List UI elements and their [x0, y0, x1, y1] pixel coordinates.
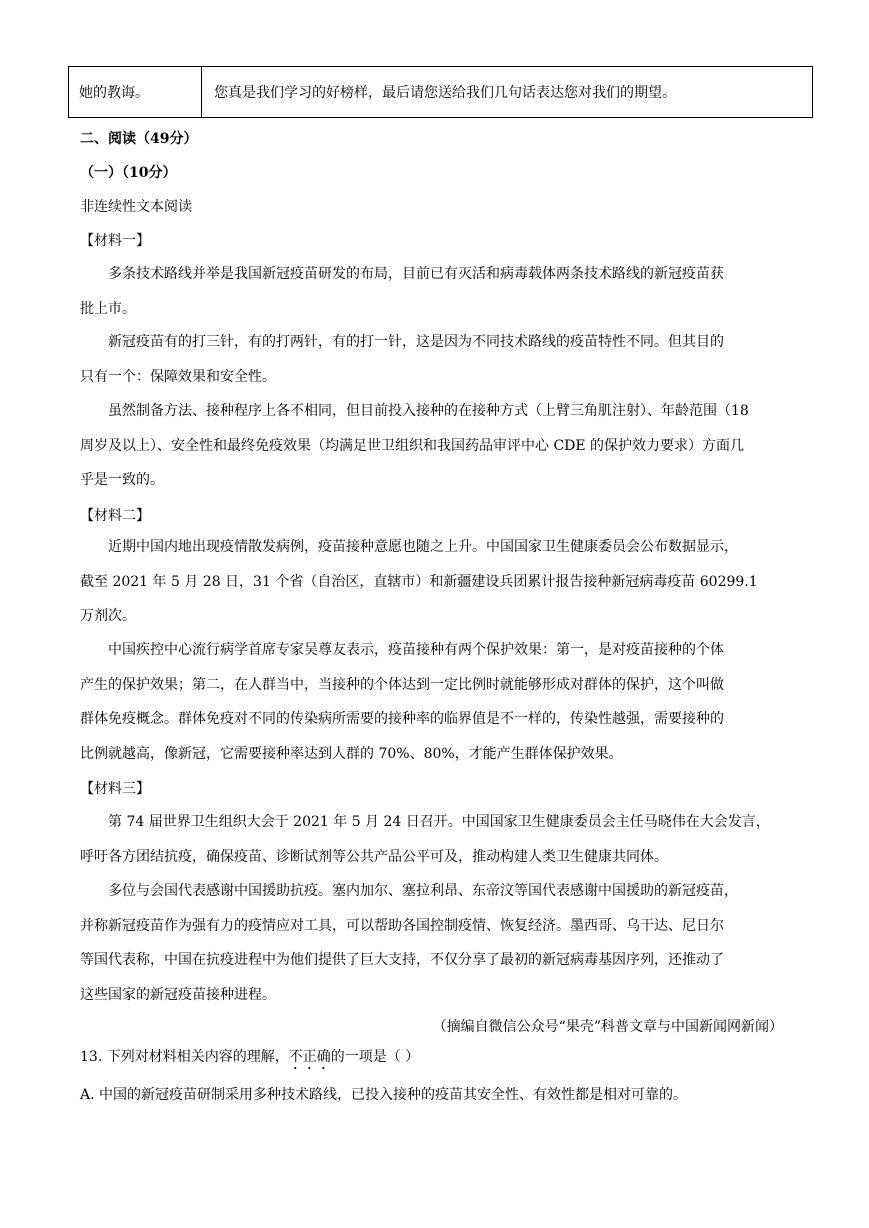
question-13: [80, 1046, 419, 1073]
text-line: 乎是一致的。: [80, 472, 164, 488]
text-line: 截至 2021 年 5 月 28 日，31 个省（自治区，直辖市）和新疆建设兵团累计报告接种新冠病毒疫苗 60299.1: [80, 573, 758, 590]
text-line: 呼吁各方团结抗疫，确保疫苗、诊断试剂等公共产品公平可及，推动构建人类卫生健康共同体。: [80, 848, 668, 865]
material1-paragraph-3: [80, 394, 786, 498]
text-line: 只有一个：保障效果和安全性。: [80, 368, 276, 385]
reading-type: 非连续性文本阅读: [80, 199, 192, 215]
text-line: 批上市。: [80, 300, 136, 317]
material2-paragraph-1: [80, 530, 786, 634]
text-line: 第 74 届世界卫生组织大会于 2021 年 5 月 24 日召开。中国国家卫生健康委员会主任马晓伟在大会发言，: [108, 814, 770, 830]
table-cell-right: 您真是我们学习的好榜样，最后请您送给我们几句话表达您对我们的期望。: [214, 85, 676, 101]
text-line: 群体免疫概念。群体免疫对不同的传染病所需要的接种率的临界值是不一样的，传染性越强，需要接种的: [80, 711, 724, 727]
question-prefix: 13. 下列对材料相关内容的理解，: [80, 1049, 289, 1065]
material1-paragraph-2: [80, 325, 786, 394]
question-emphasis: 不正确: [288, 1049, 331, 1065]
material1-heading: 【材料一】: [80, 233, 150, 249]
material1-paragraph-1: [80, 257, 786, 326]
text-line: 新冠疫苗有的打三针，有的打两针，有的打一针，这是因为不同技术路线的疫苗特性不同。但其目的: [108, 334, 724, 350]
question-suffix: 的一项是（ ）: [330, 1049, 420, 1065]
text-line: 万剂次。: [80, 608, 136, 624]
text-line: 并称新冠疫苗作为强有力的疫情应对工具，可以帮助各国控制疫情、恢复经济。墨西哥、乌干达、尼日尔: [80, 917, 724, 934]
material3-paragraph-1: [80, 805, 786, 874]
answer-table: [68, 66, 813, 118]
text-line: 虽然制备方法、接种程序上各不相同，但目前投入接种的在接种方式（上臂三角肌注射）、年龄范围（18: [108, 403, 749, 419]
text-line: 产生的保护效果；第二，在人群当中，当接种的个体达到一定比例时就能够形成对群体的保护，这个叫做: [80, 676, 724, 693]
option-a[interactable]: A. 中国的新冠疫苗研制采用多种技术路线，已投入接种的疫苗其安全性、有效性都是相对可靠的。: [80, 1087, 688, 1103]
text-line: 这些国家的新冠疫苗接种进程。: [80, 986, 276, 1003]
section-title: 二、阅读（49分）: [80, 131, 198, 147]
subsection-title: （一）（10分）: [80, 165, 177, 181]
text-line: 多位与会国代表感谢中国援助抗疫。塞内加尔、塞拉利昂、东帝汶等国代表感谢中国援助的新冠疫苗，: [108, 883, 738, 899]
text-line: 中国疾控中心流行病学首席专家吴尊友表示，疫苗接种有两个保护效果：第一，是对疫苗接种的个体: [108, 642, 724, 658]
material2-heading: 【材料二】: [80, 508, 150, 524]
text-line: 近期中国内地出现疫情散发病例，疫苗接种意愿也随之上升。中国国家卫生健康委员会公布数据显示，: [108, 539, 738, 555]
material2-paragraph-2: [80, 633, 786, 771]
text-line: 等国代表称，中国在抗疫进程中为他们提供了巨大支持，不仅分享了最初的新冠病毒基因序列，还推动了: [80, 952, 724, 968]
text-line: 比例就越高，像新冠，它需要接种率达到人群的 70%、80%，才能产生群体保护效果。: [80, 745, 623, 762]
source-note: （摘编自微信公众号“果壳”科普文章与中国新闻网新闻）: [432, 1019, 783, 1035]
table-cell-left: 她的教诲。: [69, 67, 202, 117]
material3-paragraph-2: [80, 874, 786, 1012]
text-line: 周岁及以上）、安全性和最终免疫效果（均满足世卫组织和我国药品审评中心 CDE 的保护效力要求）方面几: [80, 437, 745, 454]
material3-heading: 【材料三】: [80, 781, 150, 797]
text-line: 多条技术路线并举是我国新冠疫苗研发的布局，目前已有灭活和病毒载体两条技术路线的新冠疫苗获: [108, 266, 724, 282]
